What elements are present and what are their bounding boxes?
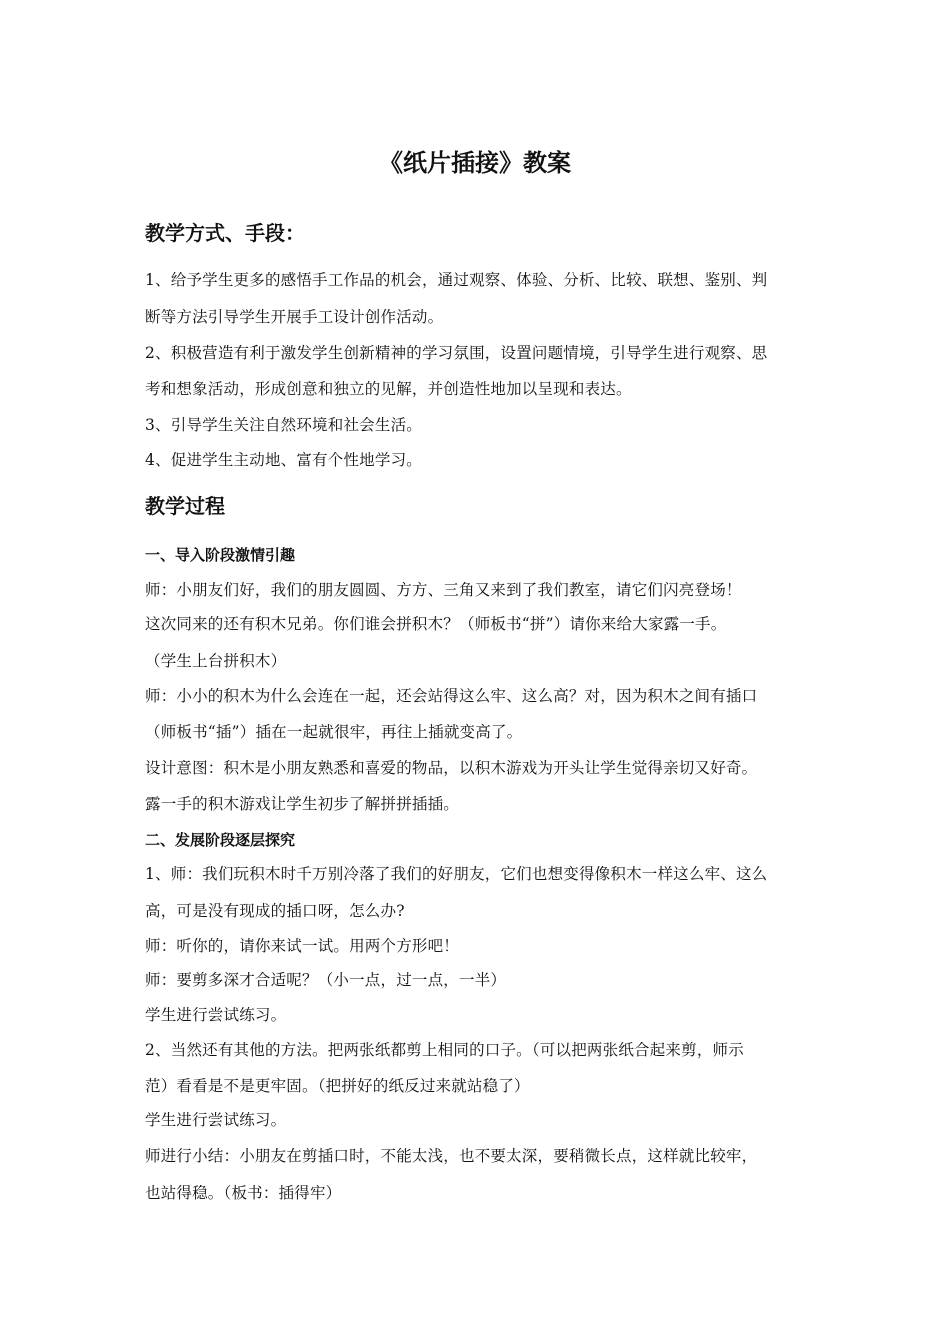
- paragraph-line: 2、积极营造有利于激发学生创新精神的学习氛围，设置问题情境，引导学生进行观察、思: [145, 344, 768, 362]
- paragraph-line: 范）看看是不是更牢固。（把拼好的纸反过来就站稳了）: [145, 1077, 530, 1095]
- paragraph-line: （学生上台拼积木）: [145, 652, 287, 670]
- paragraph-line: 露一手的积木游戏让学生初步了解拼拼插插。: [145, 795, 460, 813]
- paragraph-line: 设计意图：积木是小朋友熟悉和喜爱的物品，以积木游戏为开头让学生觉得亲切又好奇。: [145, 759, 758, 777]
- paragraph-line: 学生进行尝试练习。: [145, 1006, 287, 1024]
- paragraph-line: 也站得稳。（板书：插得牢）: [145, 1184, 342, 1202]
- heading-teaching-methods: 教学方式、手段：: [145, 221, 305, 245]
- paragraph-line: 师进行小结：小朋友在剪插口时，不能太浅，也不要太深，要稍微长点，这样就比较牢，: [145, 1147, 758, 1165]
- paragraph-line: 3、引导学生关注自然环境和社会生活。: [145, 416, 422, 434]
- paragraph-line: 师：小朋友们好，我们的朋友圆圆、方方、三角又来到了我们教室，请它们闪亮登场！: [145, 581, 742, 599]
- heading-teaching-process: 教学过程: [145, 494, 225, 518]
- paragraph-line: 师：听你的，请你来试一试。用两个方形吧！: [145, 937, 460, 955]
- subheading-intro-stage: 一、导入阶段激情引趣: [145, 546, 296, 564]
- paragraph-line: 4、促进学生主动地、富有个性地学习。: [145, 451, 422, 469]
- paragraph-line: 学生进行尝试练习。: [145, 1111, 287, 1129]
- paragraph-line: （师板书“插”）插在一起就很牢，再往上插就变高了。: [145, 723, 523, 741]
- paragraph-line: 师：小小的积木为什么会连在一起，还会站得这么牢、这么高？对，因为积木之间有插口: [145, 687, 758, 705]
- subheading-development-stage: 二、发展阶段逐层探究: [145, 831, 296, 849]
- paragraph-line: 师：要剪多深才合适呢？（小一点，过一点，一半）: [145, 971, 507, 989]
- paragraph-line: 考和想象活动，形成创意和独立的见解，并创造性地加以呈现和表达。: [145, 380, 632, 398]
- paragraph-line: 这次同来的还有积木兄弟。你们谁会拼积木？（师板书“拼”）请你来给大家露一手。: [145, 615, 727, 633]
- paragraph-line: 断等方法引导学生开展手工设计创作活动。: [145, 308, 444, 326]
- paragraph-line: 1、给予学生更多的感悟手工作品的机会，通过观察、体验、分析、比较、联想、鉴别、判: [145, 271, 768, 289]
- document-title: 《纸片插接》教案: [379, 149, 571, 177]
- paragraph-line: 高，可是没有现成的插口呀，怎么办?: [145, 902, 405, 920]
- paragraph-line: 2、当然还有其他的方法。把两张纸都剪上相同的口子。（可以把两张纸合起来剪，师示: [145, 1041, 744, 1059]
- paragraph-line: 1、师：我们玩积木时千万别冷落了我们的好朋友，它们也想变得像积木一样这么牢、这么: [145, 865, 768, 883]
